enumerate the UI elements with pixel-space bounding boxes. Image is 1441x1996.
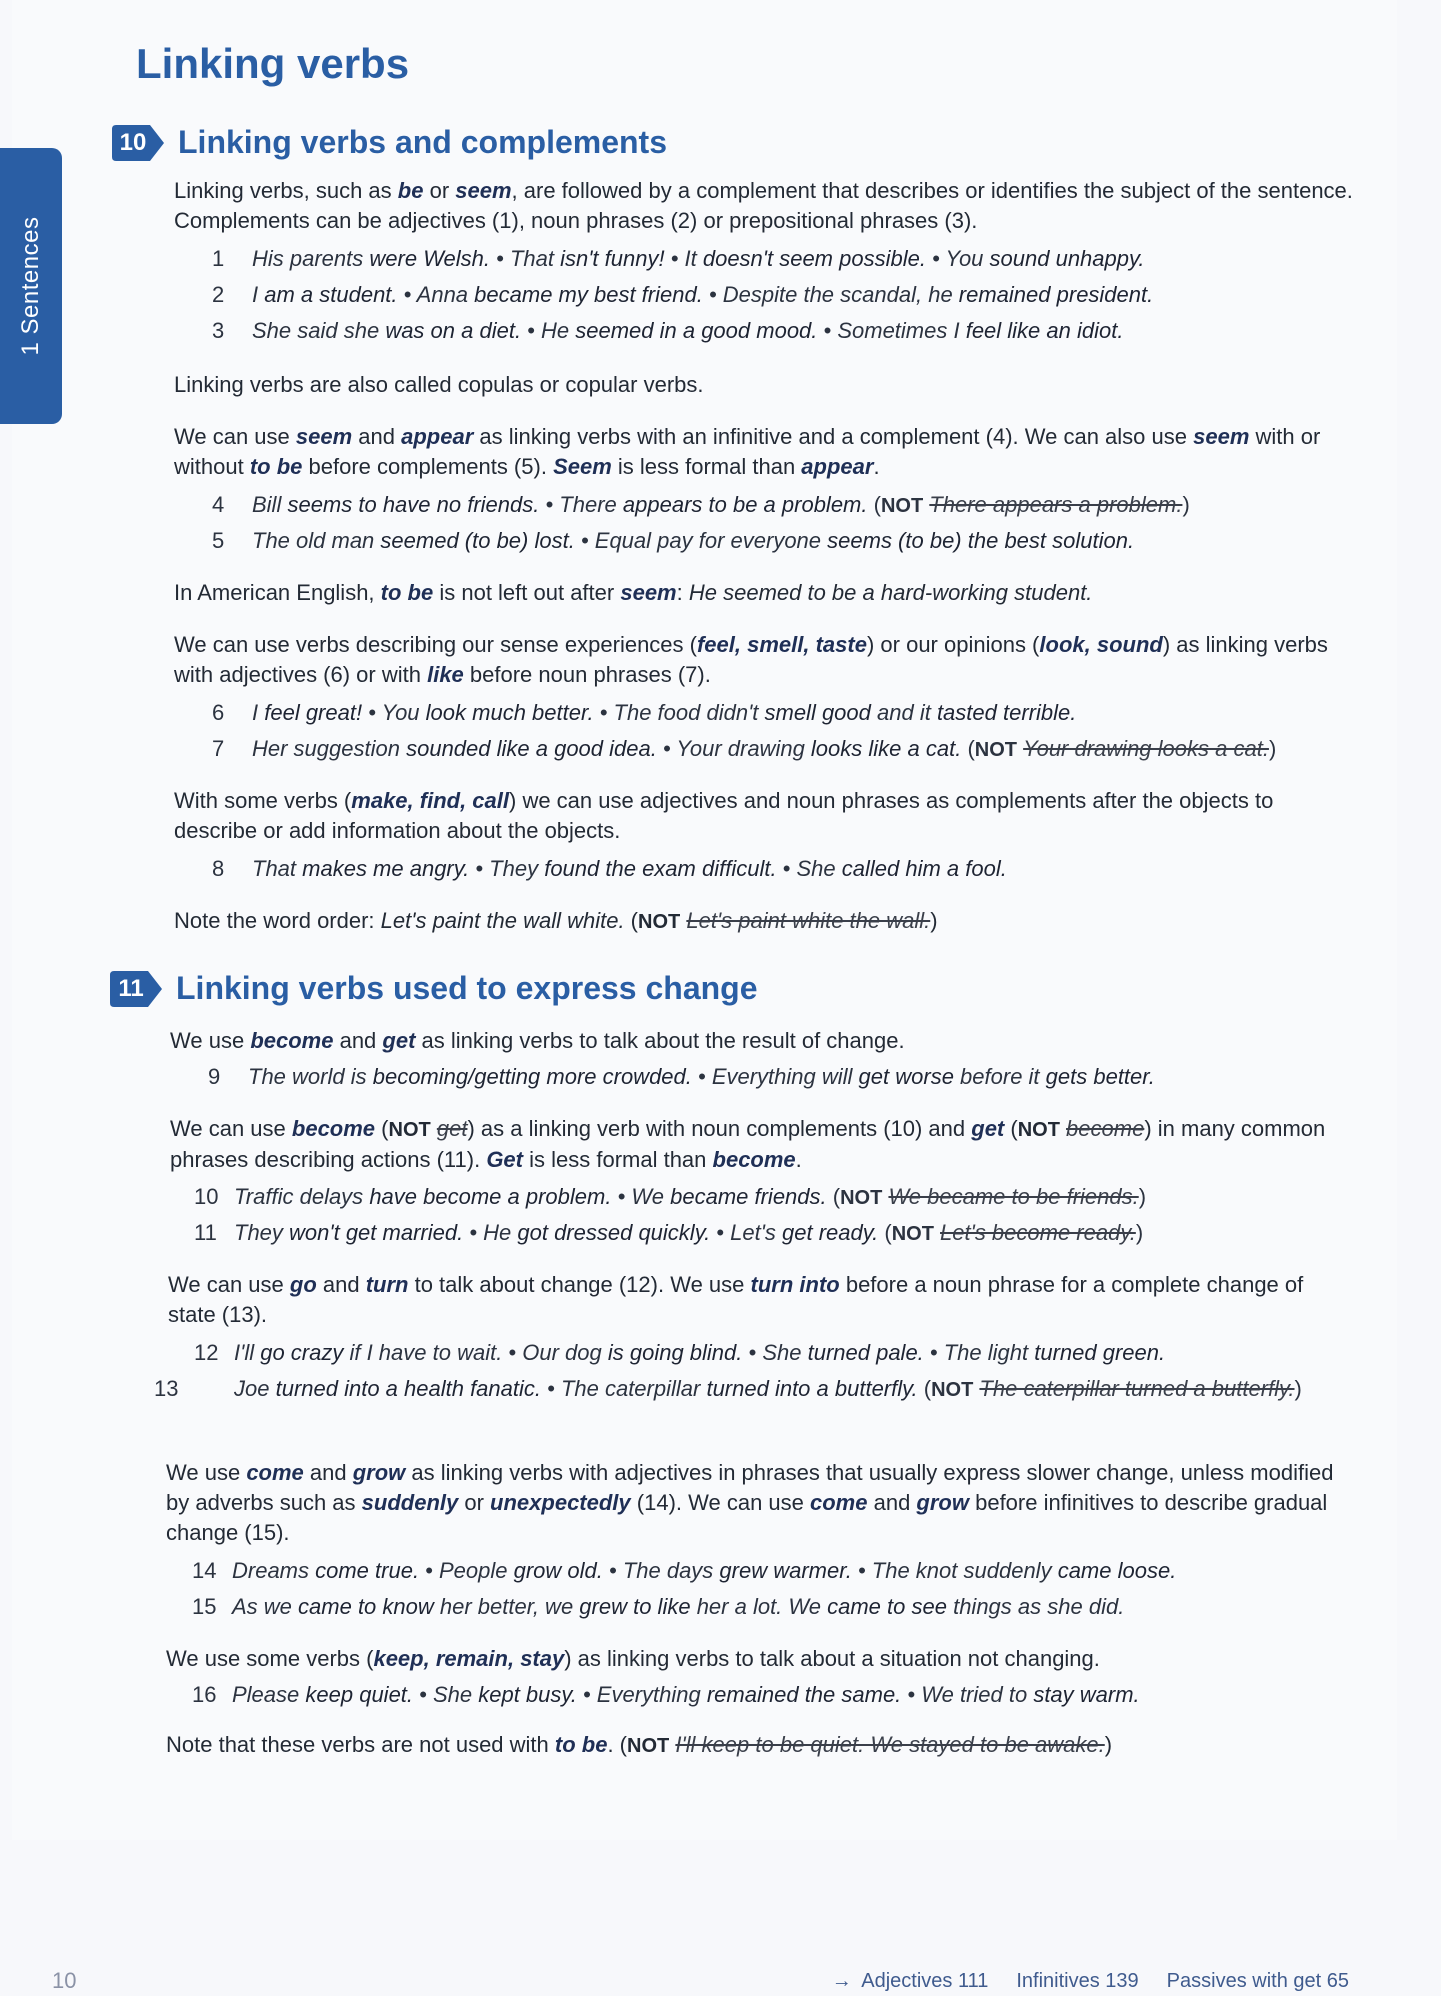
example-line: 11 They won't get married. • He got dressed quickly. • Let's get ready. (NOT Let's become ready.) xyxy=(194,1220,1144,1245)
paragraph: Linking verbs are also called copulas or copular verbs. xyxy=(174,372,704,397)
xref-infinitives[interactable]: Infinitives 139 xyxy=(1016,1970,1139,1992)
paragraph: We use some verbs (keep, remain, stay) as linking verbs to talk about a situation not changing. xyxy=(166,1646,1100,1671)
example-line: 6 I feel great! • You look much better. • The food didn't smell good and it tasted terrible. xyxy=(212,700,1077,725)
example-line: 1 His parents were Welsh. • That isn't funny! • It doesn't seem possible. • You sound unhappy. xyxy=(212,246,1145,271)
paragraph: With some verbs (make, find, call) we can use adjectives and noun phrases as complements after the objects to describe or add information about the objects. xyxy=(174,788,1274,843)
example-line: 15 As we came to know her better, we grew to like her a lot. We came to see things as she did. xyxy=(192,1594,1125,1619)
example-line: 14 Dreams come true. • People grow old. • The days grew warmer. • The knot suddenly came loose. xyxy=(192,1558,1177,1583)
example-line: 9 The world is becoming/getting more crowded. • Everything will get worse before it gets better. xyxy=(208,1064,1155,1089)
paragraph: Note that these verbs are not used with to be. (NOT I'll keep to be quiet. We stayed to be awake.) xyxy=(166,1732,1113,1757)
example-line: 3 She said she was on a diet. • He seemed in a good mood. • Sometimes I feel like an idiot. xyxy=(212,318,1124,343)
example-line: 8 That makes me angry. • They found the exam difficult. • She called him a fool. xyxy=(212,856,1007,881)
paragraph: Note the word order: Let's paint the wall white. (NOT Let's paint white the wall.) xyxy=(174,908,938,933)
example-line: 4 Bill seems to have no friends. • There appears to be a problem. (NOT There appears a problem.) xyxy=(212,492,1190,517)
example-line: 12 I'll go crazy if I have to wait. • Our dog is going blind. • She turned pale. • The light turned green. xyxy=(194,1340,1166,1365)
example-line: 7 Her suggestion sounded like a good idea. • Your drawing looks like a cat. (NOT Your drawing looks a cat.) xyxy=(212,736,1277,761)
example-line: 13 Joe turned into a health fanatic. • The caterpillar turned into a butterfly. (NOT The caterpillar turned a butterfly.) xyxy=(154,1376,1302,1401)
example-line: 10 Traffic delays have become a problem. • We became friends. (NOT We became to be friends.) xyxy=(194,1184,1147,1209)
paragraph: We can use become (NOT get) as a linking verb with noun complements (10) and get (NOT become) in many common phrases describing actions (11). Get is less formal than become. xyxy=(170,1116,1326,1172)
example-line: 16 Please keep quiet. • She kept busy. • Everything remained the same. • We tried to stay warm. xyxy=(192,1682,1140,1707)
section-title: Linking verbs used to express change xyxy=(176,970,758,1006)
right-arrow-icon: → xyxy=(831,1970,852,1992)
paragraph: We can use verbs describing our sense experiences (feel, smell, taste) or our opinions (look, sound) as linking verbs with adjectives (6) or with like before noun phrases (7). xyxy=(174,632,1328,687)
section-title: Linking verbs and complements xyxy=(178,124,667,160)
paragraph: We use come and grow as linking verbs with adjectives in phrases that usually express slower change, unless modified by adverbs such as suddenly or unexpectedly (14). We can use come and grow before infinitives to describe gradual change (15). xyxy=(166,1460,1334,1545)
section-10-heading xyxy=(112,124,667,161)
section-number-badge: 10 xyxy=(112,125,164,161)
xref-adjectives[interactable]: Adjectives 111 xyxy=(861,1970,989,1992)
page-number: 10 xyxy=(52,1968,77,1993)
example-line: 5 The old man seemed (to be) lost. • Equal pay for everyone seems (to be) the best solution. xyxy=(212,528,1135,553)
example-line: 2 I am a student. • Anna became my best friend. • Despite the scandal, he remained president. xyxy=(212,282,1154,307)
cross-references xyxy=(832,1970,1349,1993)
chapter-side-tab-label: 1 Sentences xyxy=(17,216,44,356)
page-title: Linking verbs xyxy=(136,40,410,87)
paragraph: We use become and get as linking verbs to talk about the result of change. xyxy=(170,1028,905,1053)
paragraph: We can use go and turn to talk about change (12). We use turn into before a noun phrase for a complete change of state (13). xyxy=(168,1272,1304,1327)
xref-passives[interactable]: Passives with get 65 xyxy=(1166,1970,1349,1992)
paragraph: Linking verbs, such as be or seem, are followed by a complement that describes or identifies the subject of the sentence. Complements can be adjectives (1), noun phrases (2) or prepositional phrases (3). xyxy=(174,178,1353,233)
section-number-badge: 11 xyxy=(110,971,162,1007)
section-11-heading xyxy=(110,970,758,1007)
paragraph: We can use seem and appear as linking verbs with an infinitive and a complement (4). We can also use seem with or without to be before complements (5). Seem is less formal than appear. xyxy=(174,424,1321,479)
paragraph: In American English, to be is not left out after seem: He seemed to be a hard-working student. xyxy=(174,580,1093,605)
